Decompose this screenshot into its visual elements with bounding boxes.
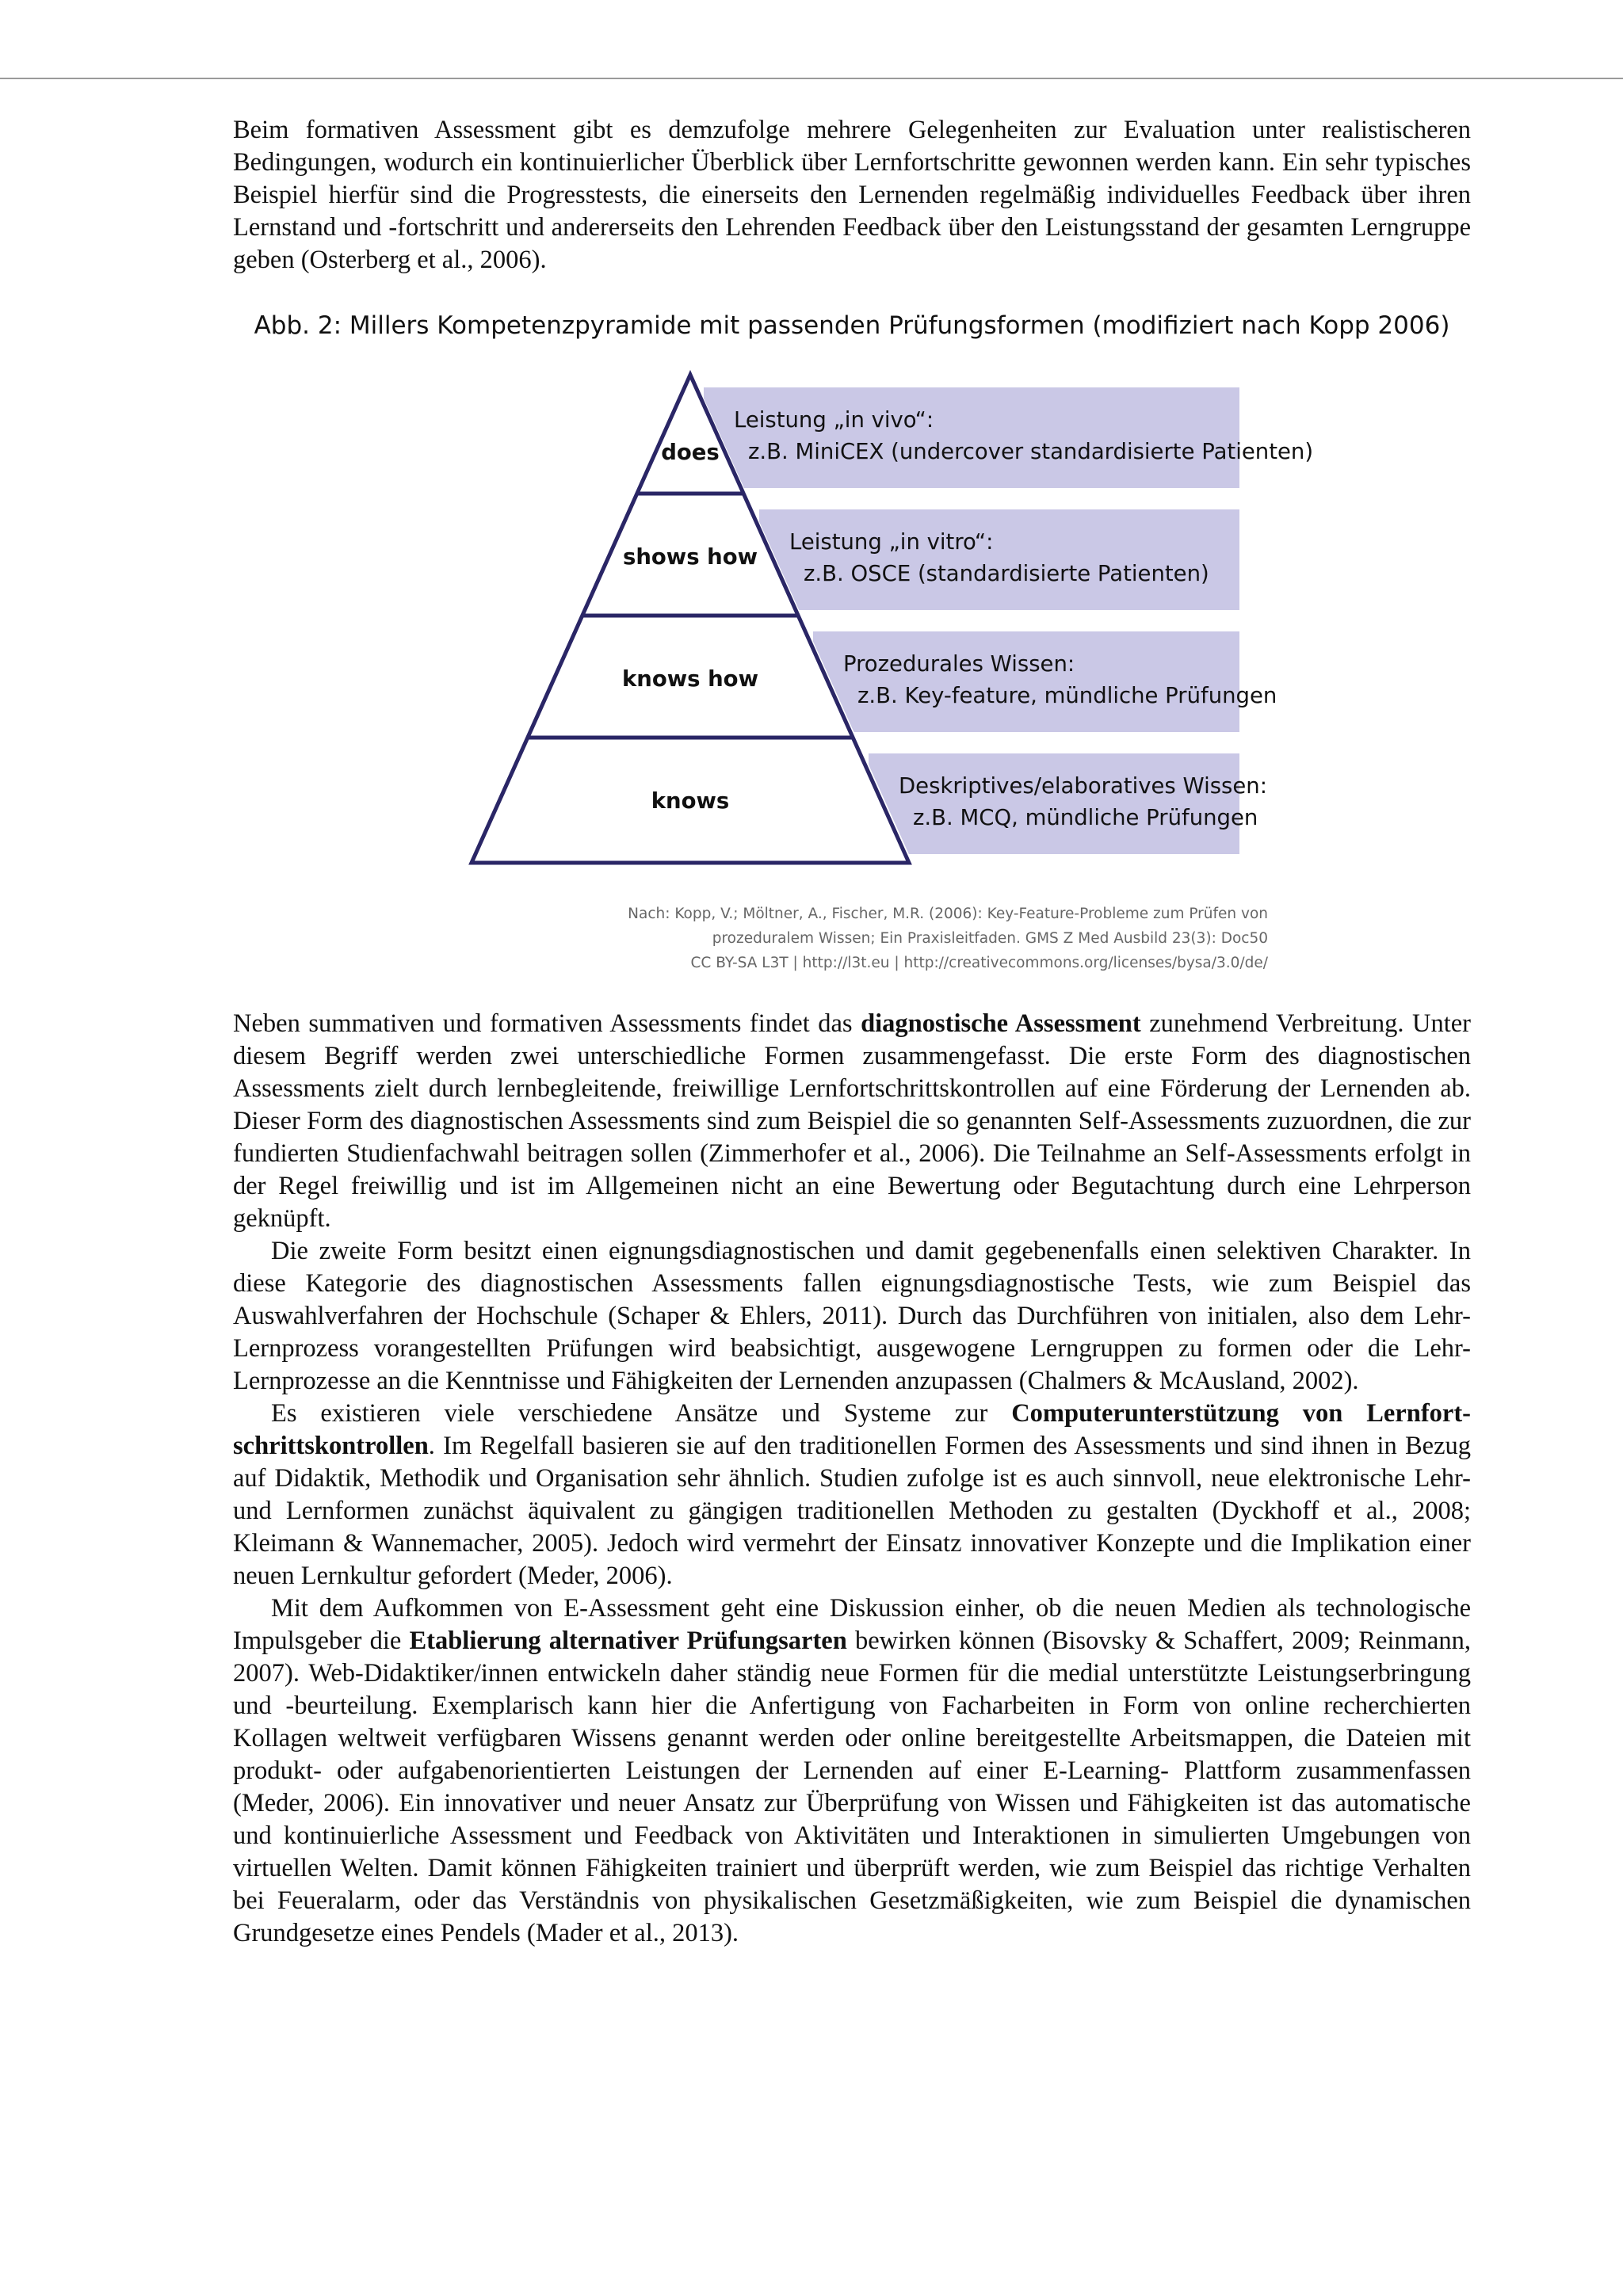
bold-term: diagnostische Assessment xyxy=(861,1009,1141,1038)
text-run: . Im Regelfall basieren sie auf den traditionellen Formen des Assessments und sind ihnen in Bezug auf Didaktik, Methodik und Organisation sehr ähnlich. Studien zufolge ist es auch sinnvoll, neue elektronische Lehr- und Lernformen zunächst äquivalent zu gängigen traditionellen Methoden zu gestalten (Dyckhoff et al., 2008; Kleimann & Wannemacher, 2005). Jedoch wird vermehrt der Einsatz innovativer Konzepte und die Implikation einer neuen Lernkultur gefordert (Meder, 2006). xyxy=(233,1432,1471,1590)
figure-caption: Abb. 2: Millers Kompetenzpyramide mit passenden Prüfungsformen (modifiziert nach Kopp 2006) xyxy=(254,311,1450,340)
box-line2: z.B. MiniCEX (undercover standardisierte Patienten) xyxy=(748,439,1314,464)
paragraph-e-assessment xyxy=(233,1592,1471,1950)
text-run: zunehmend Verbreitung. Unter diesem Begriff werden zwei unterschiedliche Formen zusammengefasst. Die erste Form des diagnostischen Assessments zielt durch lernbegleitende, freiwillige Lernfortschrittskontrollen auf eine Förderung der Lernenden ab. Dieser Form des diagnostischen Assessments sind zum Beispiel die so genannten Self-Assessments zuzuordnen, die zur fundierten Studienfachwahl beitragen sollen (Zimmerhofer et al., 2006). Die Teilnahme an Self-Assessments erfolgt in der Regel freiwillig und ist im Allgemeinen nicht an eine Bewertung oder Begutachtung durch eine Lehrperson geknüpft. xyxy=(233,1009,1471,1233)
source-line: CC BY-SA L3T | http://l3t.eu | http://creativecommons.org/licenses/bysa/3.0/de/ xyxy=(690,955,1268,971)
competence-pyramid-figure xyxy=(460,368,1314,971)
box-text-knows xyxy=(899,770,1267,833)
paragraph-computer-support xyxy=(233,1398,1471,1592)
box-text-knows-how xyxy=(843,648,1277,711)
figure-source xyxy=(460,902,1268,975)
paragraph-intro xyxy=(233,114,1471,277)
source-line: prozeduralem Wissen; Ein Praxisleitfaden. GMS Z Med Ausbild 23(3): Doc50 xyxy=(712,930,1268,947)
level-label-knows: knows xyxy=(651,788,730,814)
box-text-shows-how xyxy=(789,526,1209,589)
level-label-knows-how: knows how xyxy=(622,666,758,692)
level-label-does: does xyxy=(661,440,720,465)
text-run: bewirken können (Bisovsky & Schaffert, 2009; Reinmann, 2007). Web-Didaktiker/innen entwickeln daher ständig neue Formen für die medial unterstützte Leistungserbringung und -beurteilung. Exemplarisch kann hier die Anfertigung von Facharbeiten in Form von online recherchierten Kollagen weltweit verfügbaren Wissens genannt werden oder online bereitgestellte Arbeitsmappen, die Dateien mit produkt- oder aufgabenorientierten Leistungen der Lernenden auf einer E-Learning- Plattform zusammenfassen (Meder, 2006). Ein innovativer und neuer Ansatz zur Überprüfung von Wissen und Fähigkeiten ist das automatische und kontinuierliche Assessment und Feedback von Aktivitäten und Interaktionen in simulierten Umgebungen von virtuellen Welten. Damit können Fähigkeiten trainiert und überprüft werden, wie zum Beispiel das richtige Verhalten bei Feueralarm, oder das Verständnis von physikalischen Gesetzmäßigkeiten, wie zum Beispiel die dynamischen Grundgesetze eines Pendels (Mader et al., 2013). xyxy=(233,1627,1471,1947)
paragraph-text: Beim formativen Assessment gibt es demzufolge mehrere Gelegenheiten zur Evaluation unter realistischeren Bedingungen, wodurch ein kontinuierlicher Überblick über Lernfortschritte gewonnen werden kann. Ein sehr typisches Beispiel hierfür sind die Progresstests, die einerseits den Lernenden regelmäßig individuelles Feedback über ihren Lernstand und -fortschritt und andererseits den Lehrenden Feedback über den Leistungsstand der gesamten Lerngruppe geben (Osterberg et al., 2006). xyxy=(233,116,1471,274)
box-line2: z.B. MCQ, mündliche Prüfungen xyxy=(913,805,1258,830)
box-line1: Leistung „in vivo“: xyxy=(734,407,934,433)
body-text xyxy=(233,1008,1471,1950)
bold-term: Computerunterstützung von Lernfortschrittskontrollen xyxy=(233,1399,1471,1460)
box-line1: Deskriptives/elaboratives Wissen: xyxy=(899,773,1267,799)
box-line2: z.B. Key-feature, mündliche Prüfungen xyxy=(857,683,1277,708)
box-line2: z.B. OSCE (standardisierte Patienten) xyxy=(804,561,1209,586)
source-line: Nach: Kopp, V.; Möltner, A., Fischer, M.R. (2006): Key-Feature-Probleme zum Prüfen von xyxy=(628,906,1268,922)
text-run: Mit dem Aufkommen von E-Assessment geht eine Diskussion einher, ob die neuen Medien als technologische Impulsgeber die xyxy=(233,1594,1471,1655)
bold-term: Etablierung alternativer Prüfungsarten xyxy=(409,1627,847,1655)
paragraph-second-form: Die zweite Form besitzt einen eignungsdiagnostischen und damit gegebenenfalls einen selektiven Charakter. In diese Kategorie des diagnostischen Assessments fallen eignungsdiagnostische Tests, wie zum Beispiel das Auswahlverfahren der Hochschule (Schaper & Ehlers, 2011). Durch das Durchführen von initialen, also dem Lehr-Lernprozess vorangestellten Prüfungen wird beabsichtigt, ausgewogene Lerngruppen zu formen oder die Lehr-Lernprozesse an die Kenntnisse und Fähigkeiten der Lernenden anzupassen (Chalmers & McAusland, 2002). xyxy=(233,1237,1471,1395)
box-line1: Leistung „in vitro“: xyxy=(789,529,994,555)
header-rule xyxy=(0,78,1623,79)
text-run: Es existieren viele verschiedene Ansätze und Systeme zur xyxy=(271,1399,1012,1428)
paragraph-diagnostic xyxy=(233,1008,1471,1235)
box-line1: Prozedurales Wissen: xyxy=(843,651,1075,677)
text-run: Neben summativen und formativen Assessments findet das xyxy=(233,1009,861,1038)
level-label-shows-how: shows how xyxy=(622,544,758,570)
box-text-does xyxy=(734,404,1313,467)
